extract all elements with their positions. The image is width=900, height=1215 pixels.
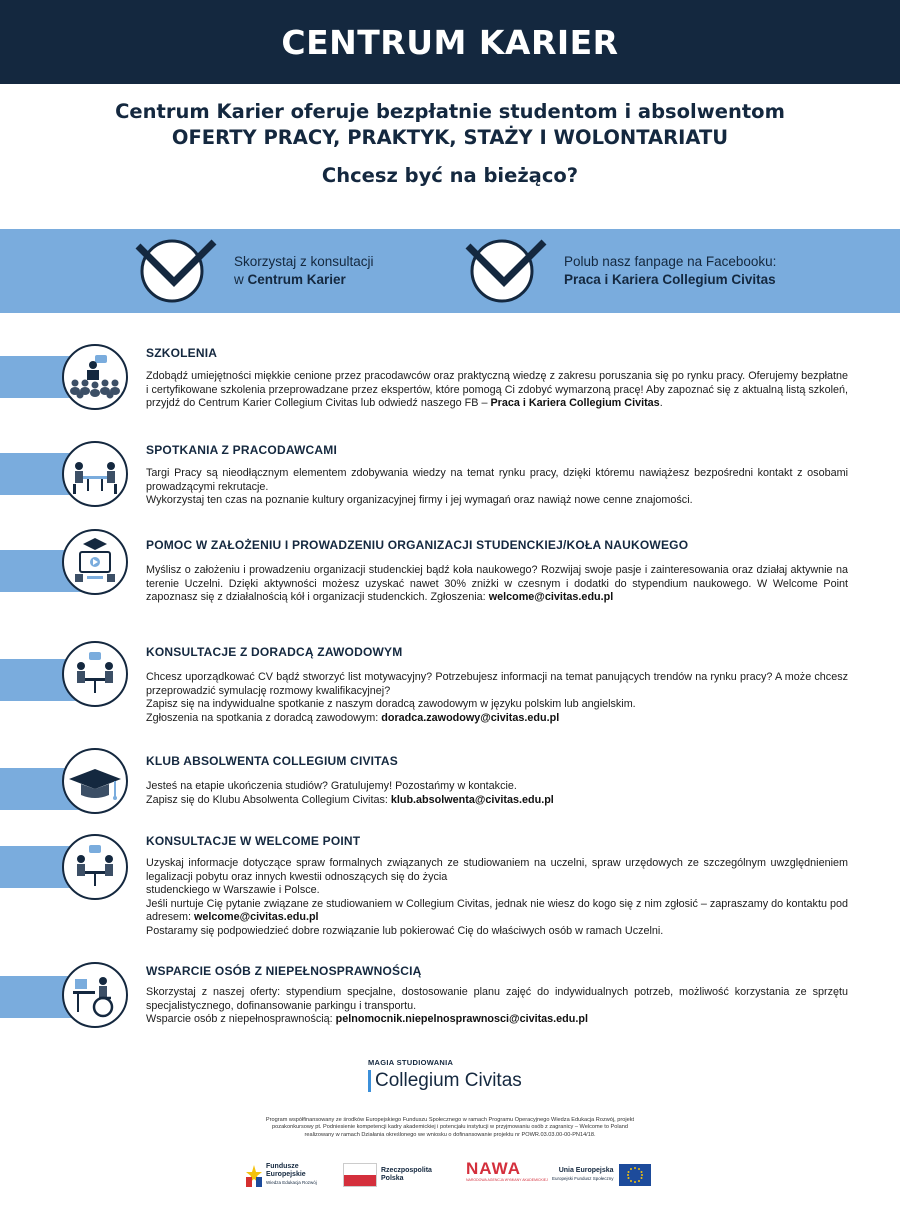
ue-sub: Europejski Fundusz Społeczny [552,1176,614,1181]
collegium-civitas-logo [368,1058,568,1092]
consultation-line-2 [234,271,374,289]
section-text-3: Jeśli nurtuje Cię pytanie związane ze studiowaniem w Collegium Civitas, jednak nie wiesz do kogo się z nim zgłosić – zapraszamy do kontaktu pod adresem: [146,897,848,924]
section-text-2: Zapisz się na indywidualne spotkanie z naszym doradcą zawodowym w języku polskim lub angielskim. [146,698,636,711]
section-text-2: Wsparcie osób z niepełnosprawnością: [146,1013,336,1026]
fe-star-icon [246,1163,262,1187]
consultation-text [234,253,374,289]
logo-bar [368,1070,371,1092]
logo-name: Collegium Civitas [375,1070,522,1091]
section-text: Jesteś na etapie ukończenia studiów? Gratulujemy! Pozostańmy w kontakcie. [146,780,517,792]
facebook-highlight [470,229,776,313]
unia-europejska-logo [552,1160,651,1190]
checkmark-icon [470,236,540,306]
logo-tagline: MAGIA STUDIOWANIA [368,1058,454,1067]
rzeczpospolita-polska-logo [343,1160,432,1190]
fe-line-2: Europejskie [266,1171,306,1178]
section-text: Myślisz o założeniu i prowadzeniu organizacji studenckiej bądź koła naukowego? Rozwijaj swoje pasje i zainteresowania oraz działaj aktywnie na terenie Uczelni. Dzięki aktywności możesz uzyskać nawet 30% zniżki w czesnym i dodatki do stypendium naukowego. W Welcome Point zapoznasz się z działalnością kół i organizacji studenckich. Zgłoszenia: [146,564,848,604]
section-body [146,780,848,807]
section-text: Zdobądź umiejętności miękkie cenione przez pracodawców oraz praktyczną wiedzę z zakresu poruszania się po rynku pracy. Oferujemy bezpłatne i certyfikowane szkolenia przeprowadzane przez ekspertów, które pomogą Ci zdobyć wymarzoną pracę! Aby zapoznać się z aktualną listą szkoleń, przyjdź do Centrum Karier Collegium Civitas lub odwiedź naszego FB – [146,370,848,410]
consultation-bold: Centrum Karier [247,272,346,287]
headline-line-2: OFERTY PRACY, PRAKTYK, STAŻY I WOLONTARIATU [171,126,729,149]
ue-line-1: Unia Europejska [558,1167,614,1174]
logo-main [368,1070,568,1092]
consultation-prefix: w [234,272,248,287]
alumni-email-link[interactable]: klub.absolwenta@civitas.edu.pl [390,793,554,806]
section-title: SPOTKANIA Z PRACODAWCAMI [146,443,338,457]
checkmark-icon [140,236,210,306]
nawa-sub: NARODOWA AGENCJA WYMIANY AKADEMICKIEJ [466,1178,548,1182]
training-audience-icon [62,344,128,410]
career-advisor-icon [62,641,128,707]
funding-line-3: realizowany w ramach Działania określonego we wniosku o dofinansowanie projektu nr POWR.03.03.00-00-PN14/18. [304,1131,596,1138]
section-body [146,857,848,939]
fe-line-1: Fundusze [266,1163,299,1170]
wheelchair-icon [62,962,128,1028]
funding-line-2: pozakonkursowy pt. Podniesienie kompetencji kadry akademickiej i potencjału instytucji w przyjmowaniu osób z zagranicy – Welcome to Poland [272,1124,628,1131]
consultation-highlight [140,229,374,313]
section-text-2: studenckiego w Warszawie i Polsce. [146,884,320,897]
section-title: KONSULTACJE Z DORADCĄ ZAWODOWYM [146,645,403,659]
headline-line-1: Centrum Karier oferuje bezpłatnie studentom i absolwentom [115,100,785,123]
welcome-email-link[interactable]: welcome@civitas.edu.pl [488,591,614,604]
fe-sub: Wiedza Edukacja Rozwój [266,1180,317,1185]
welcome-point-email-link[interactable]: welcome@civitas.edu.pl [194,911,319,924]
section-body [146,671,848,725]
section-body [146,564,848,605]
section-text-3: Zgłoszenia na spotkania z doradcą zawodowym: [146,711,382,724]
career-advisor-email-link[interactable]: doradca.zawodowy@civitas.edu.pl [381,711,560,724]
nawa-name: NAWA [466,1159,521,1178]
section-text: Skorzystaj z naszej oferty: stypendium specjalne, dostosowanie planu zajęć do indywidualnych potrzeb, możliwość korzystania ze sprzętu specjalistycznego, dofinansowanie parkingu i transportu. [146,986,848,1012]
rp-line-1: Rzeczpospolita [381,1167,432,1174]
section-text: Targi Pracy są nieodłącznym elementem zdobywania wiedzy na temat rynku pracy, dzięki któremu nawiążesz bezpośredni kontakt z osobami prowadzącymi rekrutacje. [146,467,848,493]
facebook-link[interactable]: Praca i Kariera Collegium Civitas [490,397,660,410]
headline-question: Chcesz być na bieżąco? [321,164,579,187]
polish-flag-icon [343,1163,377,1187]
disability-email-link[interactable]: pelnomocnik.niepelnosprawnosci@civitas.edu.pl [335,1013,588,1026]
section-text-4: Postaramy się podpowiedzieć dobre rozwiązanie lub pokierować Cię do właściwych osób w ramach Uczelni. [146,924,664,937]
online-learning-icon [62,529,128,595]
section-title: KLUB ABSOLWENTA COLLEGIUM CIVITAS [146,754,398,768]
funding-note [220,1117,680,1139]
section-title: SZKOLENIA [146,346,218,360]
meeting-table-icon [62,441,128,507]
graduation-cap-icon [62,748,128,814]
rp-line-2: Polska [381,1175,404,1182]
facebook-text [564,253,776,289]
fundusze-europejskie-logo [246,1160,317,1190]
section-body [146,986,848,1027]
highlight-band [0,229,900,313]
nawa-logo [466,1160,548,1190]
funding-line-1: Program współfinansowany ze środków Europejskiego Funduszu Społecznego w ramach Programu Operacyjnego Wiedza Edukacja Rozwój, projekt [265,1117,635,1123]
section-text-end: . [659,397,663,410]
page-title: CENTRUM KARIER [281,22,619,62]
consultation-line-1: Skorzystaj z konsultacji [234,254,374,269]
section-body [146,370,848,411]
section-body [146,467,848,508]
section-title: WSPARCIE OSÓB Z NIEPEŁNOSPRAWNOŚCIĄ [146,964,422,978]
eu-flag-icon [619,1164,651,1186]
welcome-point-icon [62,834,128,900]
section-text-2: Wykorzystaj ten czas na poznanie kultury organizacyjnej firmy i jej wymagań oraz nawiąż nowe cenne znajomości. [146,494,693,507]
header-bar [0,0,900,84]
section-text: Chcesz uporządkować CV bądź stworzyć list motywacyjny? Potrzebujesz informacji na temat panujących trendów na rynku pracy? A może chcesz przeprowadzić symulację rozmowy kwalifikacyjnej? [146,671,848,697]
section-text: Uzyskaj informacje dotyczące spraw formalnych związanych ze studiowaniem na uczelni, spraw urzędowych ze szczególnym uwzględnieniem legalizacji pobytu oraz innych kwestii odnoszących się do życia [146,857,848,883]
section-title: POMOC W ZAŁOŻENIU I PROWADZENIU ORGANIZACJI STUDENCKIEJ/KOŁA NAUKOWEGO [146,538,689,552]
partner-logos [0,1160,900,1194]
facebook-line-1: Polub nasz fanpage na Facebooku: [564,254,777,269]
section-title: KONSULTACJE W WELCOME POINT [146,834,361,848]
facebook-page-name: Praca i Kariera Collegium Civitas [564,272,776,287]
section-text-2: Zapisz się do Klubu Absolwenta Collegium Civitas: [146,793,391,806]
